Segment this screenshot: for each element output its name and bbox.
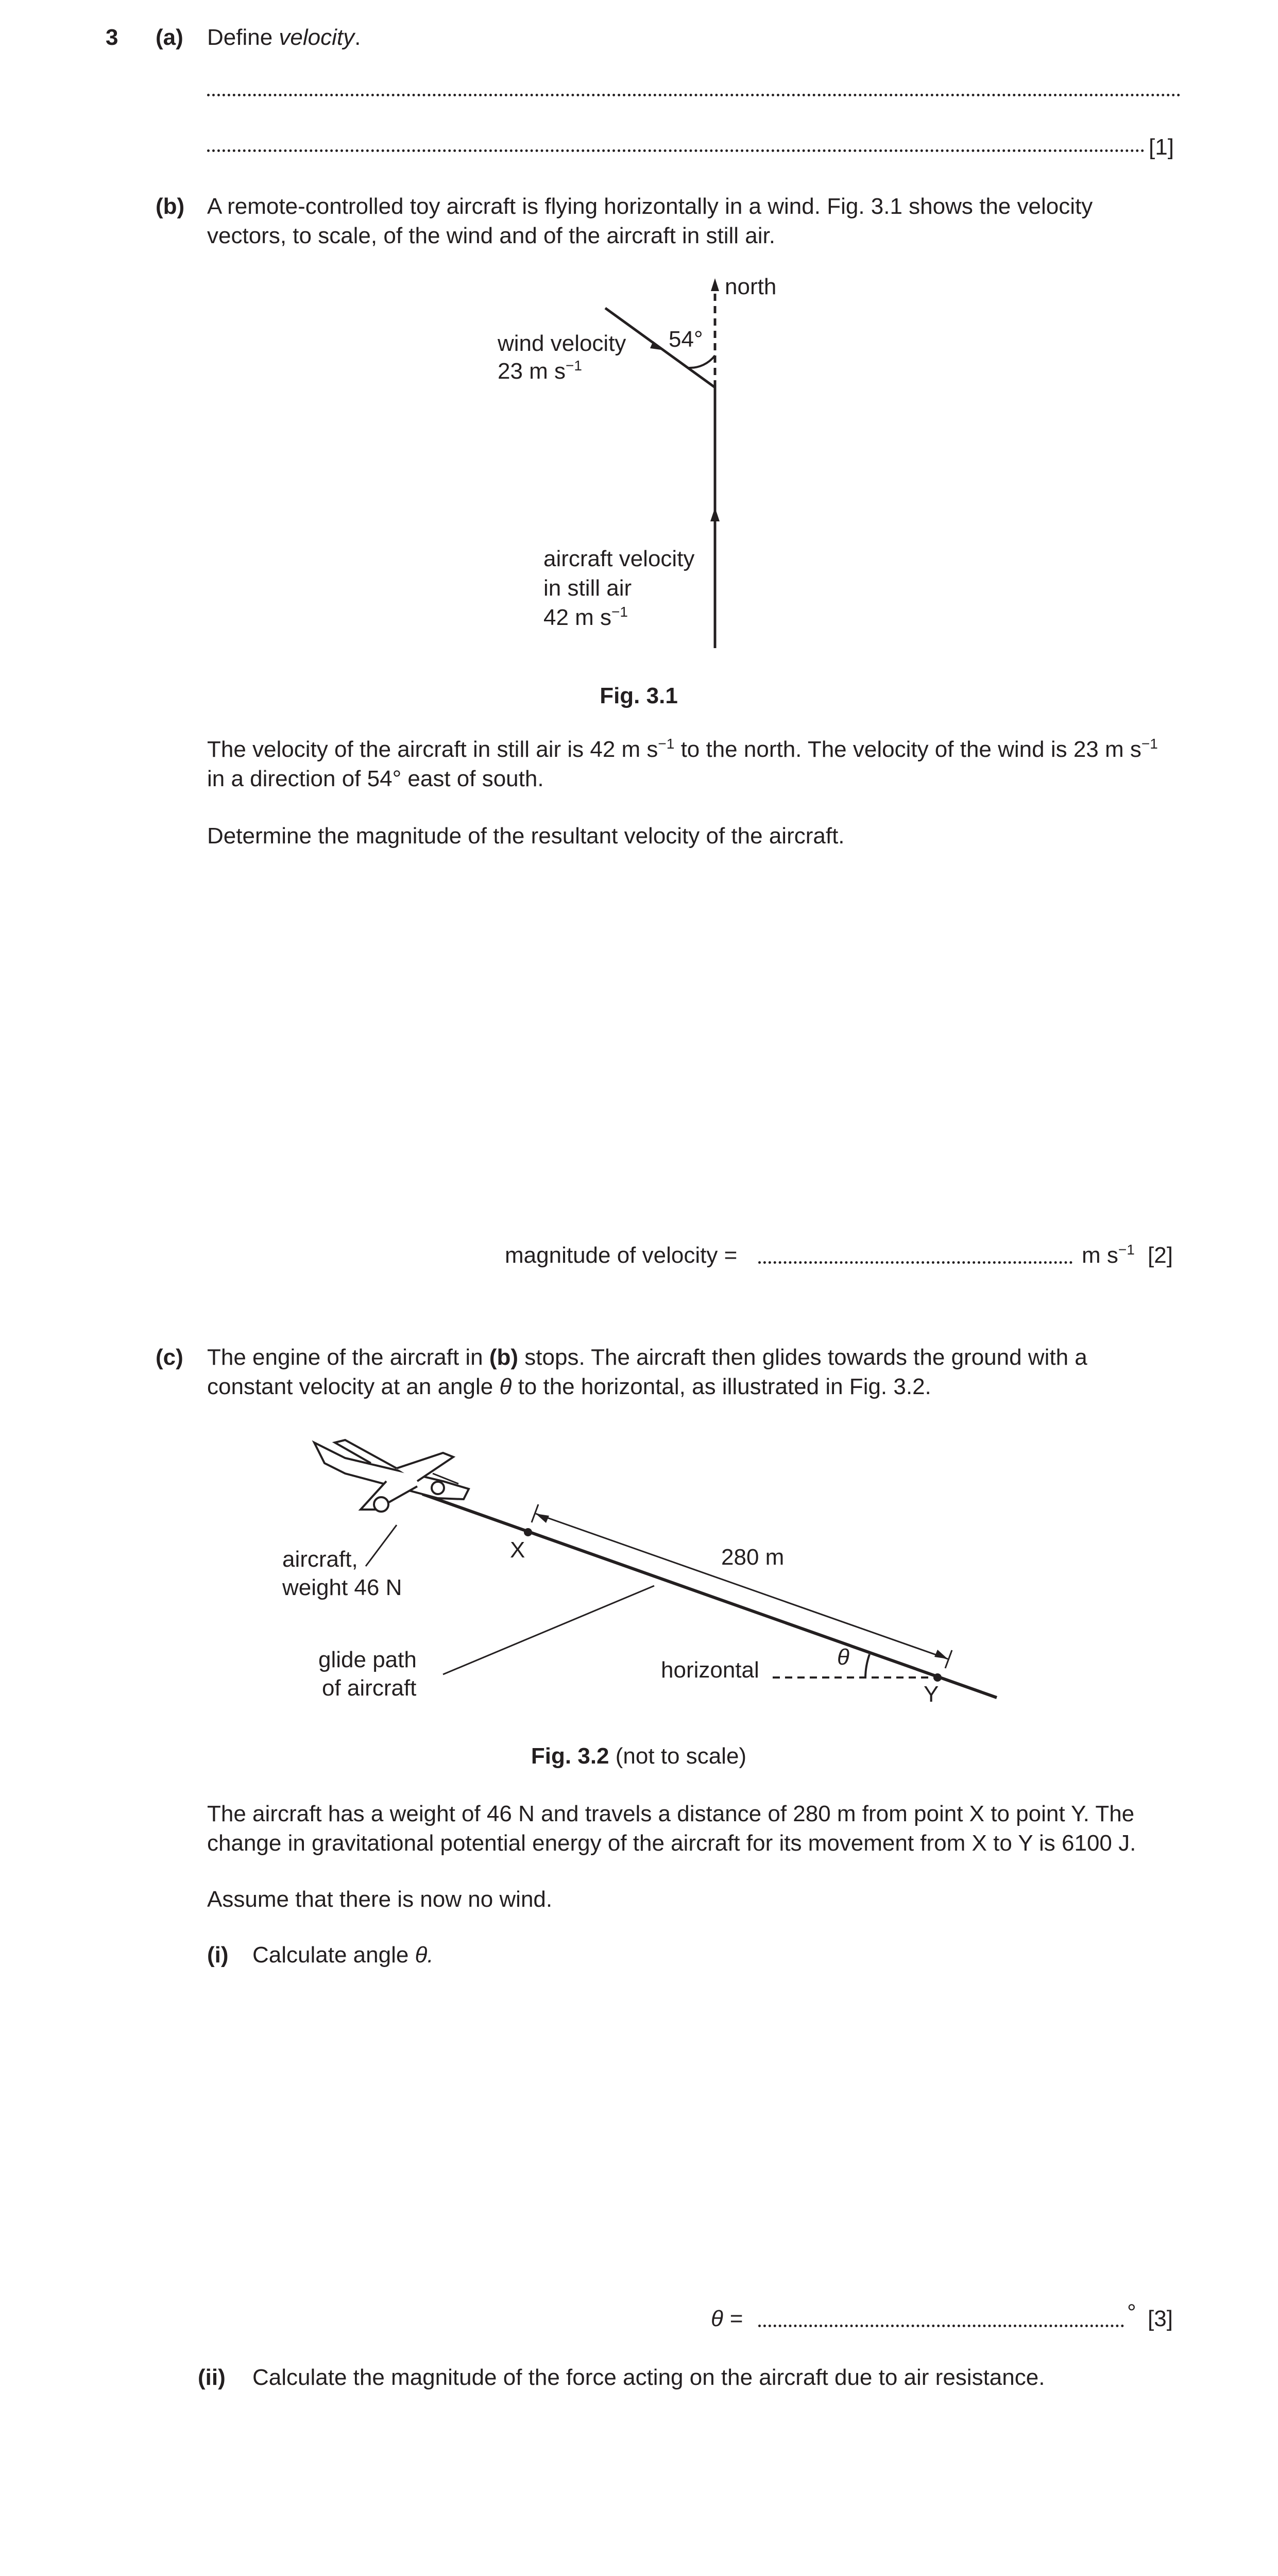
fig-3-1-north-label: north: [725, 274, 777, 299]
part-a-label: (a): [156, 25, 183, 50]
fig-3-2-caption: Fig. 3.2 (not to scale): [531, 1743, 747, 1769]
marks-a: [1]: [1149, 134, 1174, 160]
part-c-ii-label: (ii): [198, 2365, 226, 2390]
part-b-para-2: in a direction of 54° east of south.: [207, 766, 544, 791]
fig-3-1-angle-label: 54°: [669, 327, 703, 352]
part-c-label: (c): [156, 1345, 183, 1370]
part-b-instruction: Determine the magnitude of the resultant velocity of the aircraft.: [207, 823, 845, 849]
part-b-intro-2: vectors, to scale, of the wind and of the aircraft in still air.: [207, 223, 775, 248]
fig-3-2-aircraft-label-1: aircraft,: [282, 1547, 358, 1572]
fig-3-1-wind-label: wind velocity: [498, 331, 626, 356]
fig-3-2-horizontal: horizontal: [661, 1657, 759, 1683]
part-c-i-text: Calculate angle θ.: [252, 1942, 434, 1968]
part-c-intro-2: constant velocity at an angle θ to the horizontal, as illustrated in Fig. 3.2.: [207, 1374, 931, 1399]
fig-3-2-point-x: X: [510, 1537, 525, 1563]
part-b-intro-1: A remote-controlled toy aircraft is flying horizontally in a wind. Fig. 3.1 shows the velocity: [207, 194, 1093, 219]
part-b-answer-label: magnitude of velocity =: [505, 1243, 738, 1268]
fig-3-2-glide-label-2: of aircraft: [322, 1675, 417, 1701]
part-a-text: Define velocity.: [207, 25, 361, 50]
part-b-label: (b): [156, 194, 185, 219]
part-c-ii-text: Calculate the magnitude of the force acting on the aircraft due to air resistance.: [252, 2365, 1045, 2390]
fig-3-2-glide-label-1: glide path: [318, 1647, 417, 1672]
part-c-para-1: The aircraft has a weight of 46 N and travels a distance of 280 m from point X to point Y. The: [207, 1801, 1135, 1826]
marks-c-i: [3]: [1148, 2306, 1173, 2331]
fig-3-2-point-y: Y: [924, 1682, 939, 1707]
marks-b: [2]: [1148, 1243, 1173, 1268]
part-c-intro-1: The engine of the aircraft in (b) stops. The aircraft then glides towards the ground with a: [207, 1345, 1087, 1370]
part-c-para-2: change in gravitational potential energy of the aircraft for its movement from X to Y is 6100 J.: [207, 1831, 1136, 1856]
part-b-unit: m $s^{-1}$: [1082, 1242, 1135, 1268]
fig-3-1-aircraft-label-2: in still air: [543, 575, 632, 601]
fig-3-1-aircraft-label: aircraft velocity: [543, 546, 695, 571]
part-c-i-label: (i): [207, 1942, 229, 1968]
fig-3-2-aircraft-label-2: weight 46 N: [282, 1575, 402, 1600]
fig-3-2-theta: θ: [837, 1645, 849, 1670]
part-c-i-unit: °: [1127, 2300, 1136, 2325]
part-c-para-3: Assume that there is now no wind.: [207, 1887, 553, 1912]
question-number: 3: [106, 25, 118, 50]
part-b-para-1: The velocity of the aircraft in still air is 42 m $s^{-1}$ to the north. The velocity of the wind is 23 m $s^{-1}$: [207, 736, 1158, 762]
fig-3-1-wind-value: 23 m $s^{-1}$: [498, 358, 582, 384]
part-c-i-answer-label: θ =: [711, 2306, 743, 2331]
fig-3-2-distance: 280 m: [721, 1545, 785, 1570]
fig-3-1-aircraft-value: 42 m $s^{-1}$: [543, 604, 628, 630]
fig-3-1-caption: Fig. 3.1: [600, 683, 678, 708]
